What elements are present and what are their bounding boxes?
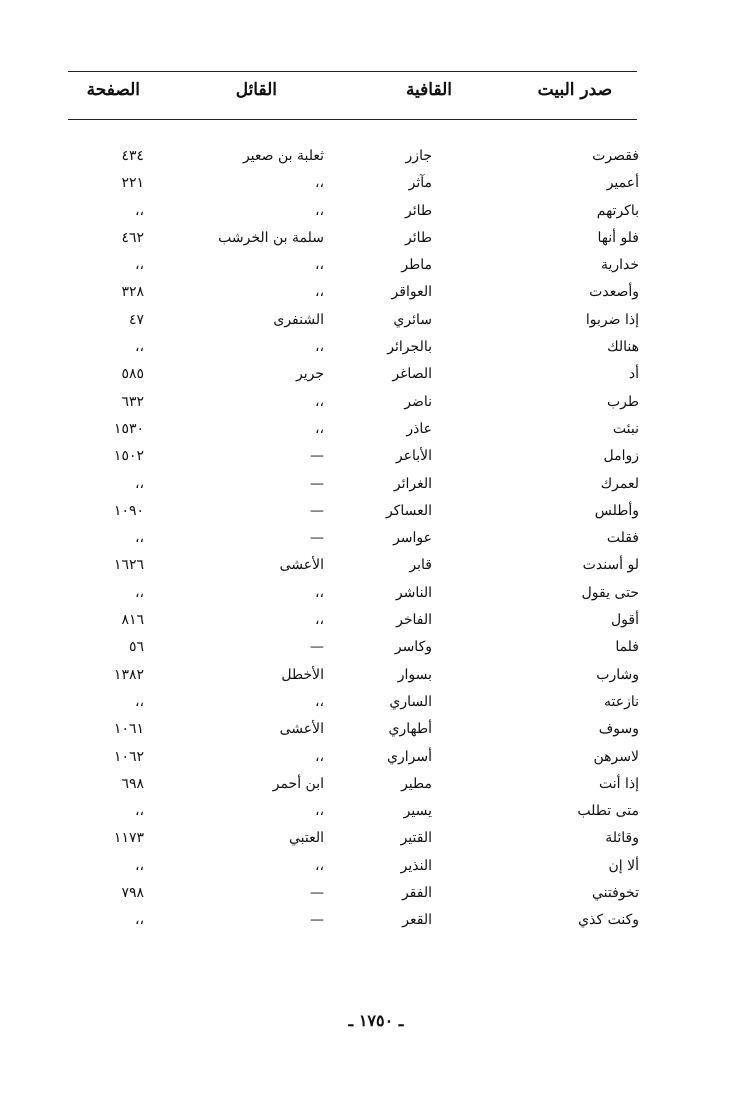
poet-cell: الأخطل [281,666,324,683]
page-cell: ١٦٢٦ [113,557,144,574]
verse-start-cell: خدارية [600,257,639,274]
rhyme-cell: عواسر [393,530,432,547]
table-row [0,555,752,582]
verse-start-cell: إذا أنت [599,775,639,792]
rhyme-cell: مطير [401,775,432,792]
page-cell: ،، [134,202,144,219]
rhyme-cell: أسراري [387,748,432,765]
page-cell: ١٥٠٢ [113,448,144,465]
rhyme-cell: طائر [404,229,432,246]
table-row [0,392,752,419]
verse-start-cell: متى تطلب [577,803,639,820]
header-safha: الصفحة [86,80,140,100]
table-row [0,146,752,173]
rhyme-cell: الفاخر [396,612,432,629]
verse-start-cell: لو أسندت [582,557,639,574]
table-row [0,801,752,828]
verse-start-cell: زوامل [603,448,639,465]
table-row [0,774,752,801]
verse-start-cell: أد [628,366,639,383]
table-row [0,310,752,337]
page-cell: ٤٦٢ [121,229,144,246]
page-cell: ٦٣٢ [121,393,144,410]
table-row [0,828,752,855]
table-row [0,856,752,883]
table-row [0,201,752,228]
verse-start-cell: فلو أنها [597,229,639,246]
table-row [0,337,752,364]
verse-start-cell: وأطلس [594,502,639,519]
poet-cell: ،، [314,612,324,629]
page-cell: ،، [134,803,144,820]
table-row [0,665,752,692]
rhyme-cell: الغرائر [393,475,432,492]
page-cell: ٦٩٨ [121,775,144,792]
page-cell: ١٠٩٠ [113,502,144,519]
table-row [0,501,752,528]
page-cell: ١١٧٣ [113,830,144,847]
rhyme-cell: النذير [400,857,432,874]
rhyme-cell: مآثر [408,175,432,192]
poet-cell: ،، [314,803,324,820]
rhyme-cell: وكاسر [394,639,432,656]
table-row [0,637,752,664]
rhyme-cell: ناضر [404,393,432,410]
table-row [0,173,752,200]
poet-cell: ،، [314,693,324,710]
rhyme-cell: ماطر [401,257,432,274]
table-row [0,446,752,473]
verse-start-cell: ألا إن [608,857,639,874]
rhyme-cell: بسوار [397,666,432,683]
page-cell: ٥٦ [128,639,144,656]
rhyme-cell: الأباعر [395,448,432,465]
verse-start-cell: وشارب [596,666,639,683]
rhyme-cell: الصاغر [392,366,432,383]
poet-cell: — [310,448,324,465]
table-row [0,747,752,774]
header-sadr: صدر البيت [537,80,612,100]
rhyme-cell: الفقر [401,885,432,902]
rhyme-cell: العساكر [385,502,432,519]
poet-cell: — [310,475,324,492]
table-row [0,883,752,910]
poet-cell: جرير [296,366,324,383]
page-cell: ،، [134,530,144,547]
rhyme-cell: القعر [402,912,432,929]
poet-cell: ،، [314,857,324,874]
poet-cell: ابن أحمر [272,775,324,792]
poet-cell: ثعلبة بن صعير [242,148,324,164]
table-row [0,255,752,282]
rhyme-cell: العواقر [391,284,432,301]
poet-cell: ،، [314,257,324,274]
verse-start-cell: لاسرهن [593,748,639,765]
page-cell: ١٥٣٠ [113,420,144,437]
page-cell: ،، [134,339,144,356]
page-cell: ٣٢٨ [121,284,144,301]
table-row [0,364,752,391]
verse-start-cell: وقائلة [605,830,639,847]
rhyme-cell: يسير [403,803,432,820]
poet-cell: الأعشى [279,721,324,738]
poet-cell: ،، [314,393,324,410]
rhyme-cell: طائر [404,202,432,219]
poet-cell: — [310,502,324,519]
verse-start-cell: وكنت كذي [578,912,639,929]
page-cell: ٥٨٥ [121,366,144,383]
index-table [0,146,752,938]
verse-start-cell: إذا ضربوا [585,311,639,328]
page-cell: ١٣٨٢ [113,666,144,683]
page-cell: ،، [134,584,144,601]
verse-start-cell: تخوفتني [592,885,639,902]
table-row [0,474,752,501]
rhyme-cell: بالجرائر [387,339,432,356]
poet-cell: ،، [314,202,324,219]
table-row [0,910,752,937]
verse-start-cell: فقلت [606,530,639,547]
poet-cell: — [310,639,324,656]
poet-cell: ،، [314,175,324,192]
page-cell: ٤٣٤ [121,148,144,164]
rhyme-cell: قابر [409,557,432,574]
verse-start-cell: طرب [606,393,639,410]
page-number: ـ ١٧٥٠ ـ [348,1011,404,1030]
rhyme-cell: أطهاري [388,721,432,738]
page-cell: ،، [134,857,144,874]
page-cell: ٧٩٨ [121,885,144,902]
poet-cell: ،، [314,420,324,437]
verse-start-cell: فقصرت [592,148,639,164]
page-cell: ١٠٦١ [113,721,144,738]
table-row [0,583,752,610]
verse-start-cell: حتى يقول [581,584,639,601]
page-cell: ،، [134,257,144,274]
table-row [0,719,752,746]
table-row [0,692,752,719]
poet-cell: ،، [314,584,324,601]
poet-cell: ،، [314,284,324,301]
rhyme-cell: جازر [405,148,432,164]
page-cell: ،، [134,475,144,492]
poet-cell: العتبي [288,830,324,847]
rhyme-cell: عاذر [406,420,432,437]
rhyme-cell: القتير [400,830,432,847]
rhyme-cell: الناشر [395,584,432,601]
rhyme-cell: الساري [389,693,432,710]
page-cell: ٨١٦ [121,612,144,629]
table-row [0,528,752,555]
table-row [0,610,752,637]
page-cell: ،، [134,693,144,710]
poet-cell: ،، [314,339,324,356]
header-rule [68,119,637,120]
poet-cell: الشنفرى [273,311,324,328]
header-qafiya: القافية [405,80,452,100]
poet-cell: — [310,530,324,547]
table-row [0,282,752,309]
verse-start-cell: باكرتهم [596,202,639,219]
table-row [0,419,752,446]
page-cell: ٢٢١ [121,175,144,192]
verse-start-cell: أعمير [606,175,639,192]
rhyme-cell: سائري [393,311,432,328]
verse-start-cell: هنالك [607,339,639,356]
page-cell: ٤٧ [128,311,144,328]
verse-start-cell: لعمرك [600,475,639,492]
verse-start-cell: نبئت [612,420,639,437]
verse-start-cell: نازعته [603,693,639,710]
verse-start-cell: وسوف [598,721,639,738]
poet-cell: — [310,885,324,902]
verse-start-cell: وأصعدت [589,284,639,301]
page-cell: ١٠٦٢ [113,748,144,765]
verse-start-cell: فلما [615,639,639,656]
top-rule [68,71,637,72]
header-qail: القائل [235,80,277,100]
page-cell: ،، [134,912,144,929]
table-row [0,228,752,255]
poet-cell: ،، [314,748,324,765]
poet-cell: — [310,912,324,929]
poet-cell: الأعشى [279,557,324,574]
verse-start-cell: أقول [611,612,639,629]
poet-cell: سلمة بن الخرشب [218,229,324,246]
